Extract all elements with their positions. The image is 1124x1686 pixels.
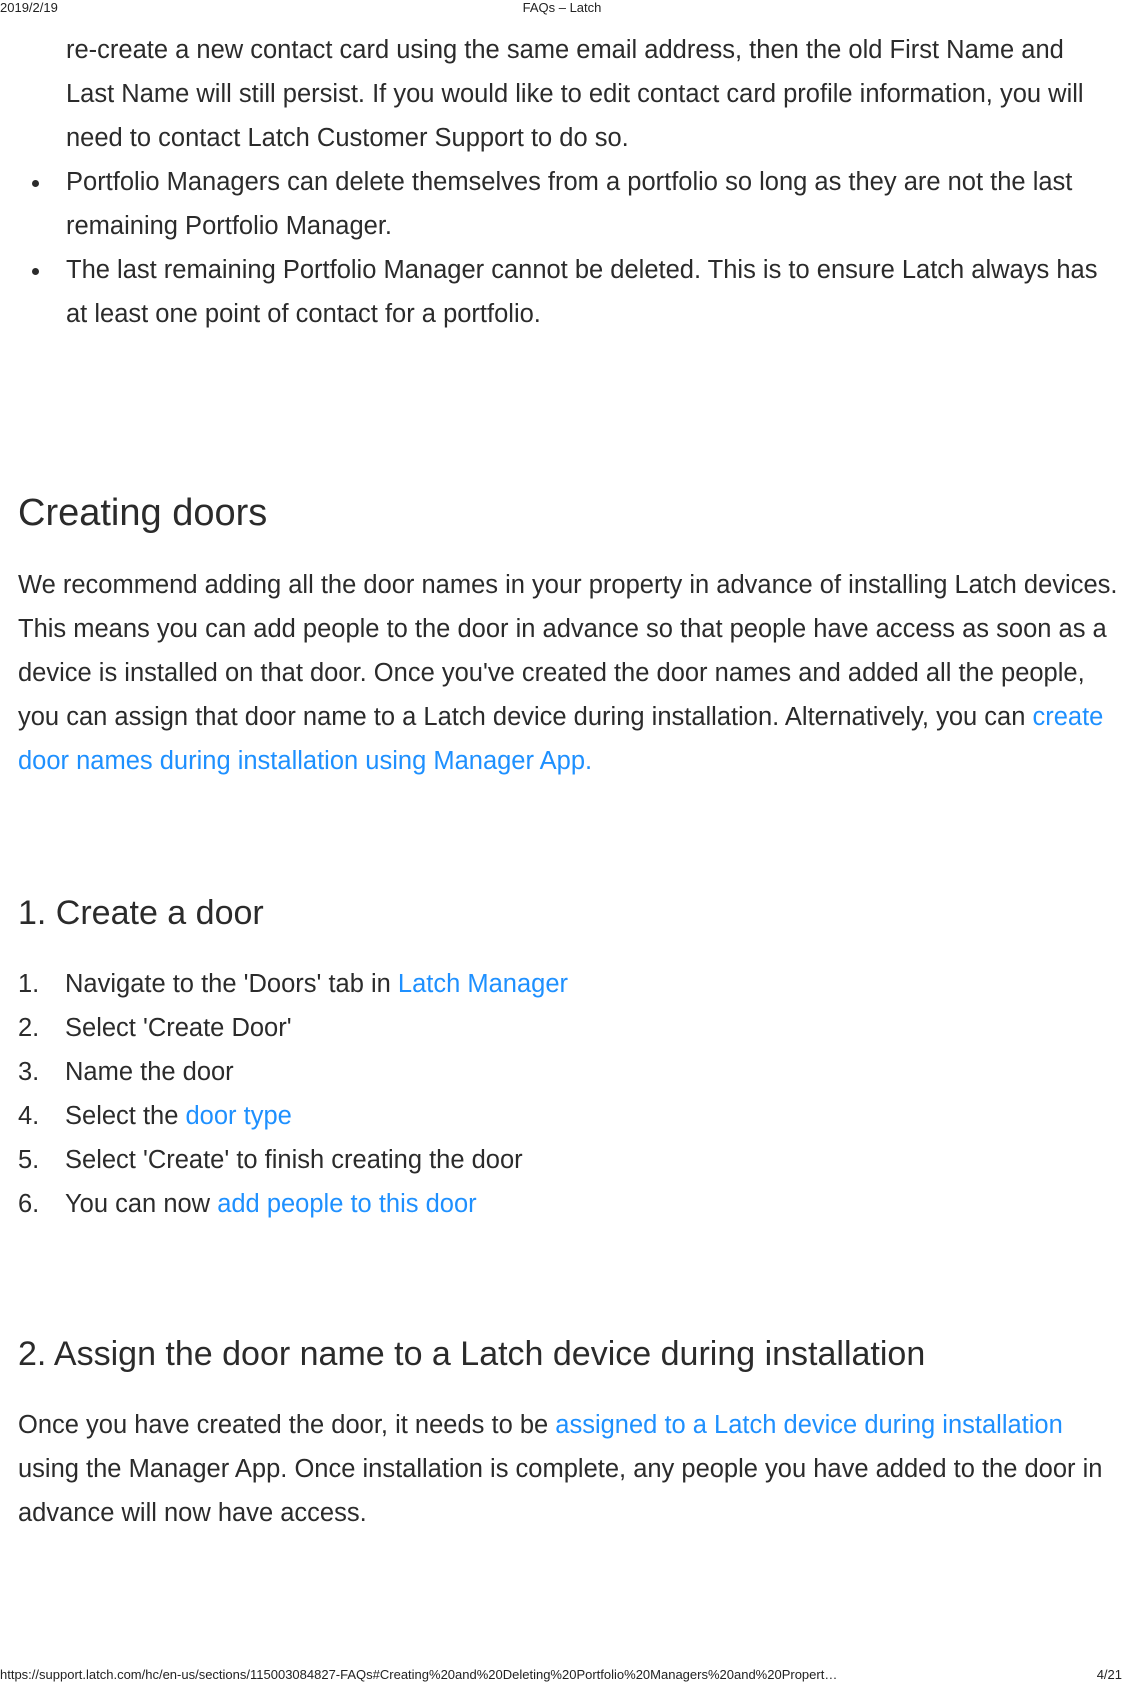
page-number: 4/21 — [1096, 1667, 1122, 1682]
assign-text-after: using the Manager App. Once installation is complete, any people you have added to the door in advance will now have access. — [18, 1455, 1103, 1527]
section-heading-create-a-door: 1. Create a door — [18, 894, 264, 932]
step-number: 2. — [18, 1014, 40, 1042]
step-item — [18, 1094, 1118, 1138]
section-heading-creating-doors: Creating doors — [18, 492, 268, 534]
assign-device-link[interactable]: assigned to a Latch device during installation — [555, 1411, 1063, 1439]
print-page-title: FAQs – Latch — [522, 0, 602, 15]
step-text: Select 'Create Door' — [65, 1014, 292, 1042]
step-item — [18, 1138, 1118, 1182]
list-item: Portfolio Managers can delete themselves from a portfolio so long as they are not the last remaining Portfolio Manager. — [66, 160, 1118, 248]
latch-manager-link[interactable]: Latch Manager — [397, 970, 569, 998]
bullet-continuation: re-create a new contact card using the same email address, then the old First Name and Last Name will still persist. If you would like to edit contact card profile information, you will need to contact Latch Customer Support to do so. — [66, 36, 1084, 152]
step-number: 6. — [18, 1190, 40, 1218]
creating-doors-intro — [18, 563, 1118, 783]
step-text: Navigate to the 'Doors' tab in — [65, 970, 398, 998]
step-item — [18, 1050, 1118, 1094]
list-item: The last remaining Portfolio Manager cannot be deleted. This is to ensure Latch always has at least one point of contact for a portfolio. — [66, 248, 1118, 336]
create-door-names-link[interactable]: create door names during installation using Manager App. — [18, 703, 1104, 775]
print-footer — [0, 1667, 1124, 1683]
bullet-list — [18, 28, 1118, 336]
article-content — [18, 28, 1118, 1535]
step-item — [18, 962, 1118, 1006]
add-people-link[interactable]: add people to this door — [217, 1190, 477, 1218]
assign-text-before: Once you have created the door, it needs to be — [18, 1411, 556, 1439]
step-number: 1. — [18, 970, 40, 998]
step-text: You can now — [65, 1190, 218, 1218]
step-text: Select 'Create' to finish creating the door — [65, 1146, 523, 1174]
assign-door-text — [18, 1403, 1118, 1535]
create-door-steps — [18, 962, 1118, 1226]
step-item — [18, 1006, 1118, 1050]
print-url: https://support.latch.com/hc/en-us/sections/115003084827-FAQs#Creating%20and%20Deleting%20Portfolio%20Managers%20and%20Propert… — [0, 1667, 838, 1682]
door-type-link[interactable]: door type — [185, 1102, 292, 1130]
step-number: 4. — [18, 1102, 40, 1130]
print-date: 2019/2/19 — [0, 0, 58, 15]
print-header — [0, 0, 1124, 16]
section-heading-assign-door: 2. Assign the door name to a Latch device during installation — [18, 1335, 926, 1373]
intro-text: We recommend adding all the door names in your property in advance of installing Latch devices. This means you can add people to the door in advance so that people have access as soon as a device is installed on that door. Once you've created the door names and added all the people, you can assign that door name to a Latch device during installation. Alternatively, you can — [18, 571, 1118, 731]
step-number: 5. — [18, 1146, 40, 1174]
step-item — [18, 1182, 1118, 1226]
step-number: 3. — [18, 1058, 40, 1086]
step-text: Select the — [65, 1102, 186, 1130]
step-text: Name the door — [65, 1058, 234, 1086]
